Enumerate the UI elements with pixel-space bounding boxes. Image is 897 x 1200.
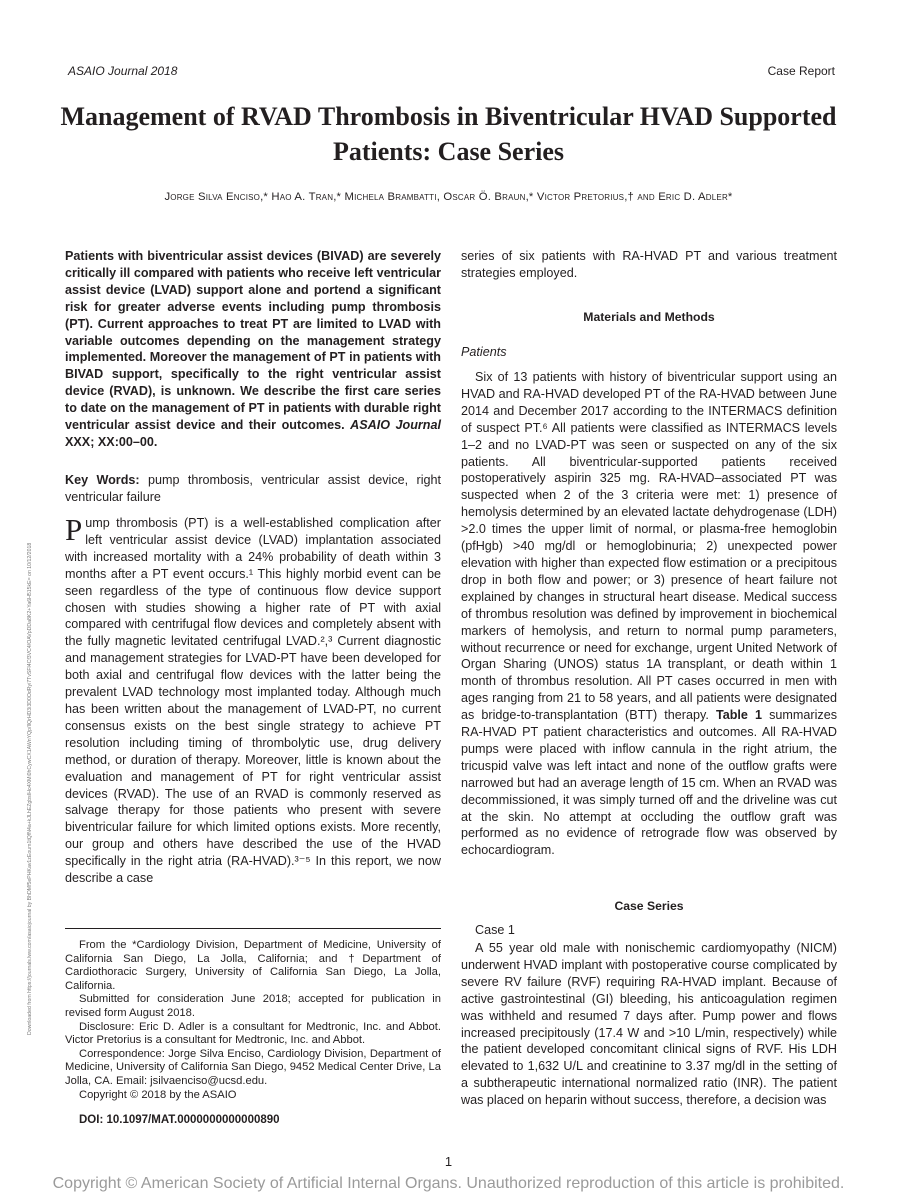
methods-paragraph — [461, 369, 837, 859]
section-heading-materials-methods: Materials and Methods — [583, 310, 715, 324]
copyright-footer: Copyright © American Society of Artificial Internal Organs. Unauthorized reproduction of this article is prohibited. — [52, 1175, 845, 1192]
article-type-label: Case Report — [767, 64, 835, 78]
abstract — [65, 248, 441, 451]
abstract-text: Patients with biventricular assist devices (BIVAD) are severely critically ill compared with patients who receive left ventricular assist device (LVAD) support alone and portend a significant risk for greater adverse events including pump thrombosis (PT). Current approaches to treat PT are limited to LVAD with variable outcomes depending on the management strategy implemented. Moreover the management of PT in patients with BIVAD support, specifically to the right ventricular assist device (RVAD), is unknown. We describe the first care series to date on the management of PT in patients with durable right ventricular assist device and their outcomes. — [65, 249, 441, 433]
affiliation-note: From the *Cardiology Division, Department of Medicine, University of California San Diego, La Jolla, California; and †Department of Cardiothoracic Surgery, University of California San Diego, La Jolla, California. — [65, 939, 441, 992]
correspondence-note: Correspondence: Jorge Silva Enciso, Cardiology Division, Department of Medicine, University of California San Diego, 9452 Medical Center Drive, La Jolla, CA. Email: jsilvaenciso@ucsd.edu. — [65, 1047, 441, 1087]
copyright-note: Copyright © 2018 by the ASAIO — [79, 1088, 237, 1101]
abstract-journal-ref-tail: XXX; XX:00–00. — [65, 434, 158, 449]
page-number: 1 — [444, 1154, 453, 1169]
disclosure-note: Disclosure: Eric D. Adler is a consultant for Medtronic, Inc. and Abbot. Victor Pretorius is a consultant for Medtronic, Inc. and Abbot. — [65, 1020, 441, 1047]
introduction-continuation: series of six patients with RA-HVAD PT and various treatment strategies employed. — [461, 249, 837, 280]
keywords-label: Key Words: — [65, 473, 140, 487]
abstract-journal-ref: ASAIO Journal — [350, 418, 442, 433]
download-watermark: Downloaded from https://journals.lww.com/asaiojournal by BhDMf5ePHKav1zEoum1tQfN4a+kJLhEZgbsIHo4XMi0hCywCX1AWnYQp/IlQrHD3i3D0OdRyi7TvSFl4Cf3VC4/OAVpDDa8K2+Ya6H515kE= on 10/12/2018 — [27, 542, 33, 1035]
keywords-text: pump thrombosis, ventricular assist device, right ventricular failure — [65, 473, 441, 504]
case-1-label: Case 1 — [475, 923, 515, 937]
submission-note: Submitted for consideration June 2018; accepted for publication in revised form August 2018. — [65, 993, 441, 1019]
footnote-divider — [65, 928, 441, 929]
doi-label: DOI: 10.1097/MAT.0000000000000890 — [79, 1114, 280, 1126]
case-1-paragraph — [461, 940, 837, 1109]
section-heading-case-series: Case Series — [614, 899, 684, 913]
author-list: Jorge Silva Enciso,* Hao A. Tran,* Michela Brambatti, Oscar Ö. Braun,* Victor Pretorius,† and Eric D. Adler* — [164, 191, 733, 203]
subheading-patients: Patients — [461, 345, 507, 359]
affiliation-notes — [65, 939, 441, 1102]
introduction-text: ump thrombosis (PT) is a well-established complication after left ventricular assist device (LVAD) implantation associated with increased mortality with a 24% probability of death within 3 months after a PT event occurs.¹ This highly morbid event can be seen regardless of the type of continuous flow device support chosen with studies showing a higher rate of PT with axial compared with centrifugal flow devices and completely absent with the fully magnetic levitated centrifugal LVAD.²,³ Current diagnostic and management strategies for LVAD-PT have been developed for both axial and centrifugal flow devices with the latter being the prevalent LVAD technology most implanted today. Although much has been written about the management of LVAD-PT, no current consensus exists on the best single strategy to achieve PT resolution including timing of thrombolytic use, drug delivery method, or duration of therapy. Moreover, little is known about the evaluation and management of PT for right ventricular assist devices (RVAD). The use of an RVAD is commonly reserved as salvage therapy for those patients who present with severe biventricular failure for which limited options exists. More recently, our group and others have described the use of the HVAD specifically in the right atria (RA-HVAD).³⁻⁵ In this report, we now describe a case — [65, 516, 441, 886]
methods-text-continued: summarizes RA-HVAD PT patient characteristics and outcomes. All RA-HVAD pumps were placed with inflow cannula in the right atrium, the tricuspid valve was left intact and none of the outflow grafts were narrowed but had an average length of 15 cm. When an RVAD was decommissioned, it was simply turned off and the driveline was cut at the skin. No attempt at occluding the outflow graft was performed as no evidence of retrograde flow was observed by echocardiogram. — [461, 708, 837, 858]
methods-text: Six of 13 patients with history of biventricular support using an HVAD and RA-HVAD developed PT of the RA-HVAD between June 2014 and December 2017 according to the INTERMACS definition of suspect PT.⁶ All patients were classified as INTERMACS levels 1–2 and no LVAD-PT was seen or suspected on any of the six patients. All biventricular-supported patients received postoperatively aspirin 325 mg. RA-HVAD–associated PT was suspected when 2 of the 3 criteria were met: 1) presence of hemolysis determined by an elevated lactate dehydrogenase (LDH) >2.0 times the upper limit of normal, or plasma-free hemoglobin (pfHgb) >40 mg/dl or hemoglobinuria; 2) unexpected power elevation with higher than expected flow estimation or a precipitous drop in both flow and power; or 3) presence of heart failure not explained by changes in structural heart disease. Medical success of thrombus resolution was defined by improvement in biochemical markers of hemolysis, and return to normal pump parameters, without recurrence or need for exchange, urgent United Network of Organ Sharing (UNOS) status 1A transplant, or death within 1 month of thrombus resolution. All PT cases occurred in men with ages ranging from 21 to 58 years, and all patients were designated as bridge-to-transplantation (BTT) therapy. — [461, 370, 837, 723]
case-1-text: A 55 year old male with nonischemic cardiomyopathy (NICM) underwent HVAD implant with postoperative course complicated by severe RV failure (RVF) requiring RA-HVAD implant. Because of active gastrointestinal (GI) bleeding, his anticoagulation regimen was withheld and resumed 7 days after. Pump power and flows increased precipitously (17.4 W and >10 L/min, respectively) while the patient developed concomitant clinical signs of RVF. His LDH elevated to 1,632 U/L and creatinine to 3.37 mg/dl in the setting of a subtherapeutic international normalized ratio (INR). The patient was placed on heparin without success, therefore, a decision was — [461, 941, 837, 1108]
journal-running-head: ASAIO Journal 2018 — [68, 64, 178, 78]
keywords — [65, 472, 441, 506]
drop-cap: P — [65, 512, 83, 547]
introduction-paragraph — [65, 512, 441, 887]
table-1-reference[interactable]: Table 1 — [715, 708, 763, 723]
article-title: Management of RVAD Thrombosis in Biventricular HVAD Supported Patients: Case Series — [60, 102, 837, 166]
